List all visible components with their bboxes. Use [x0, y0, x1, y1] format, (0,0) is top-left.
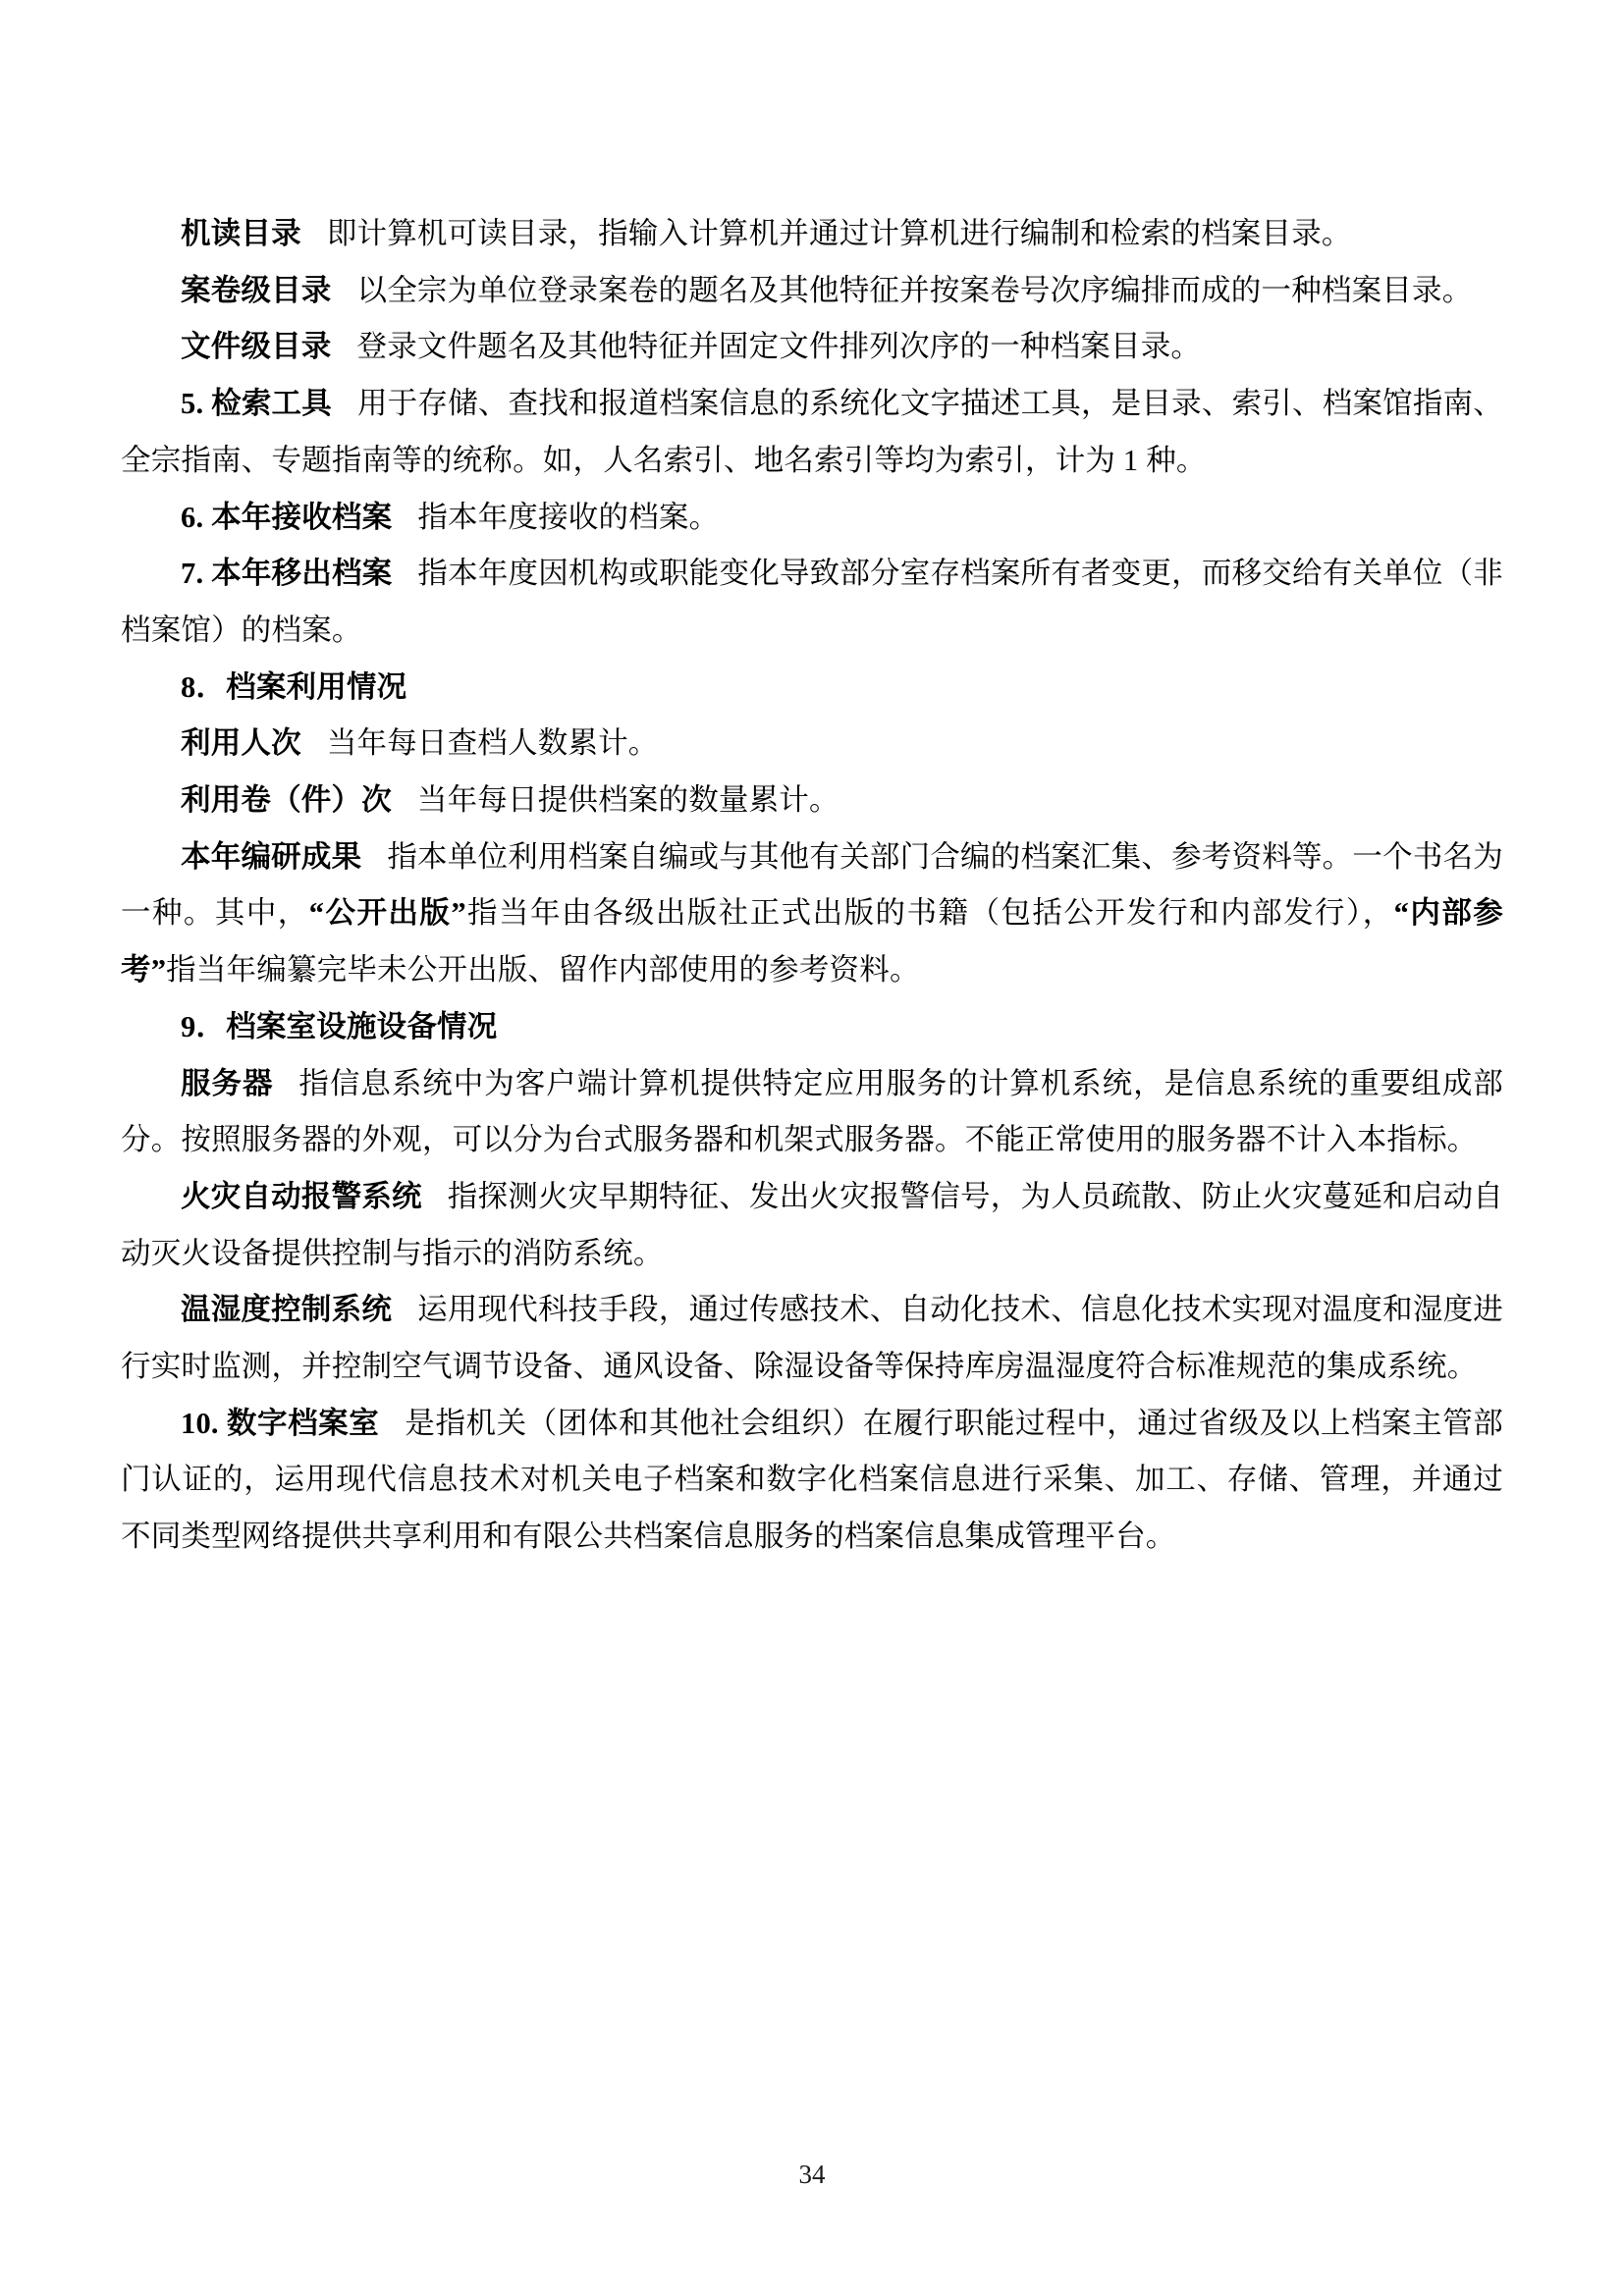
paragraph — [121, 546, 1503, 659]
paragraph — [121, 206, 1503, 263]
paragraph — [121, 1056, 1503, 1169]
term-label: 服务器 — [181, 1066, 274, 1100]
term-label: 案卷级目录 — [181, 273, 332, 307]
term-label: 机读目录 — [181, 217, 301, 250]
term-label: 利用卷（件）次 — [181, 783, 392, 818]
term-label: 6. 本年接收档案 — [181, 500, 393, 534]
definition-text: 指信息系统中为客户端计算机提供特定应用服务的计算机系统，是信息系统的重要组成部分。按照服务器的外观，可以分为台式服务器和机架式服务器。不能正常使用的服务器不计入本指标。 — [121, 1066, 1503, 1157]
paragraph — [121, 660, 1503, 717]
term-label: 9．档案室设施设备情况 — [181, 1009, 498, 1043]
paragraph — [121, 773, 1503, 829]
paragraph — [121, 716, 1503, 773]
page-number: 34 — [798, 2160, 826, 2189]
definition-text: 指本年度接收的档案。 — [417, 500, 720, 534]
definition-text: 用于存储、查找和报道档案信息的系统化文字描述工具，是目录、索引、档案馆指南、全宗指南、专题指南等的统称。如，人名索引、地名索引等均为索引，计为 1 种。 — [121, 387, 1503, 477]
definition-text: 登录文件题名及其他特征并固定文件排列次序的一种档案目录。 — [356, 330, 1202, 364]
paragraph — [121, 263, 1503, 320]
definition-text: 指本年度因机构或职能变化导致部分室存档案所有者变更，而移交给有关单位（非档案馆）的档案。 — [121, 557, 1503, 647]
paragraph — [121, 1169, 1503, 1282]
definition-text: 指本单位利用档案自编或与其他有关部门合编的档案汇集、参考资料等。一个书名为一种。其中， — [121, 839, 1503, 931]
paragraph — [121, 490, 1503, 547]
term-label: 7. 本年移出档案 — [181, 557, 393, 591]
definition-text: 指当年由各级出版社正式出版的书籍（包括公开发行和内部发行）， — [465, 896, 1394, 931]
term-label: 火灾自动报警系统 — [181, 1179, 422, 1213]
definition-text: 当年每日查档人数累计。 — [326, 726, 659, 761]
document-body — [121, 206, 1503, 1566]
paragraph — [121, 1396, 1503, 1566]
term-label: 本年编研成果 — [181, 839, 362, 874]
definition-text: 以全宗为单位登录案卷的题名及其他特征并按案卷号次序编排而成的一种档案目录。 — [356, 273, 1473, 307]
definition-text: 指当年编纂完毕未公开出版、留作内部使用的参考资料。 — [166, 953, 920, 988]
term-label: 利用人次 — [181, 726, 301, 761]
term-label: 5. 检索工具 — [181, 387, 332, 421]
paragraph — [121, 829, 1503, 999]
definition-text: 运用现代科技手段，通过传感技术、自动化技术、信息化技术实现对温度和湿度进行实时监测，并控制空气调节设备、通风设备、除湿设备等保持库房温湿度符合标准规范的集成系统。 — [121, 1293, 1504, 1384]
paragraph — [121, 999, 1503, 1056]
emphasized-text: “公开出版” — [308, 896, 466, 931]
term-label: 10. 数字档案室 — [181, 1406, 380, 1440]
definition-text: 即计算机可读目录，指输入计算机并通过计算机进行编制和检索的档案目录。 — [326, 217, 1352, 250]
term-label: 8．档案利用情况 — [181, 669, 407, 704]
paragraph — [121, 1282, 1503, 1395]
definition-text: 指探测火灾早期特征、发出火灾报警信号，为人员疏散、防止火灾蔓延和启动自动灭火设备提供控制与指示的消防系统。 — [121, 1179, 1504, 1270]
emphasized-text: “内部参考” — [121, 896, 1504, 988]
paragraph — [121, 376, 1503, 489]
term-label: 文件级目录 — [181, 330, 332, 364]
term-label: 温湿度控制系统 — [181, 1293, 393, 1327]
paragraph — [121, 319, 1503, 376]
definition-text: 当年每日提供档案的数量累计。 — [416, 783, 839, 818]
definition-text: 是指机关（团体和其他社会组织）在履行职能过程中，通过省级及以上档案主管部门认证的，运用现代信息技术对机关电子档案和数字化档案信息进行采集、加工、存储、管理，并通过不同类型网络提供共享利用和有限公共档案信息服务的档案信息集成管理平台。 — [121, 1406, 1503, 1554]
